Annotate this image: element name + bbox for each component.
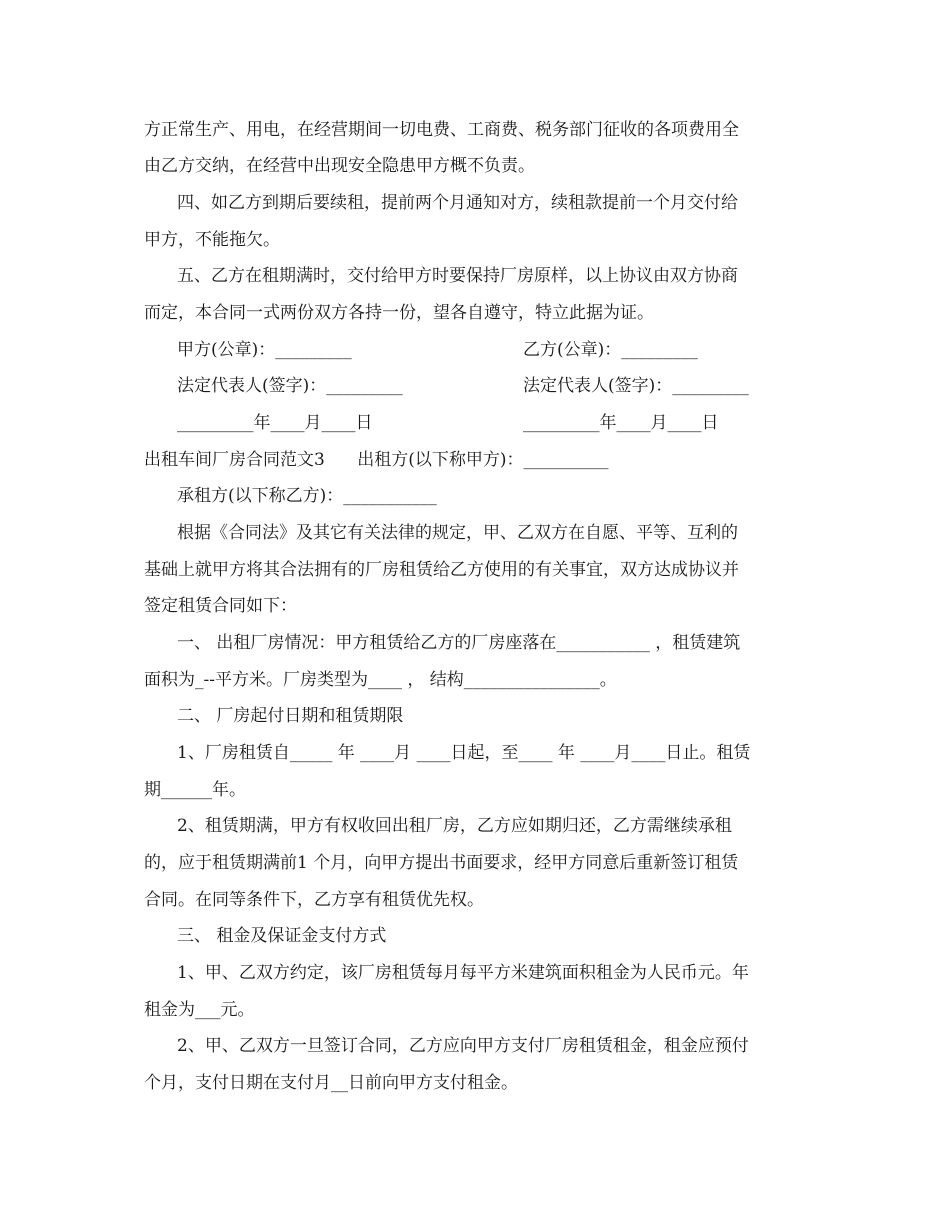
paragraph-line: 基础上就甲方将其合法拥有的厂房租赁给乙方使用的有关事宜，双方达成协议并 — [144, 560, 739, 580]
paragraph-line: 签定租赁合同如下： — [144, 596, 297, 616]
paragraph-line: 的，应于租赁期满前1 个月，向甲方提出书面要求，经甲方同意后重新签订租赁 — [144, 853, 739, 873]
section-heading: 二、 厂房起付日期和租赁期限 — [177, 706, 404, 726]
paragraph-line: 租金为___元。 — [144, 1000, 255, 1020]
paragraph-line: 合同。在同等条件下，乙方享有租赁优先权。 — [144, 890, 484, 910]
paragraph-line: 甲方，不能拖欠。 — [144, 230, 280, 250]
paragraph-line: 而定，本合同一式两份双方各持一份，望各自遵守，特立此据为证。 — [144, 303, 654, 323]
party-a-seal: 甲方(公章)：_________ — [177, 340, 352, 360]
paragraph-line: 1、甲、乙双方约定，该厂房租赁每月每平方米建筑面积租金为人民币元。年 — [177, 963, 749, 983]
contract-title-line: 出租车间厂房合同范文3 出租方(以下称甲方)：__________ — [144, 450, 609, 470]
rep-b-signature: 法定代表人(签字)：_________ — [523, 376, 749, 396]
paragraph-line: 2、甲、乙双方一旦签订合同，乙方应向甲方支付厂房租赁租金，租金应预付 — [177, 1036, 749, 1056]
date-b: _________年____月____日 — [523, 413, 719, 433]
paragraph-line: 面积为_--平方米。厂房类型为____ ， 结构________________。 — [144, 670, 617, 690]
paragraph-line: 承租方(以下称乙方)：___________ — [177, 486, 437, 506]
paragraph-line: 方正常生产、用电，在经营期间一切电费、工商费、税务部门征收的各项费用全 — [144, 120, 739, 140]
section-heading: 三、 租金及保证金支付方式 — [177, 926, 387, 946]
paragraph-line: 2、租赁期满，甲方有权收回出租厂房，乙方应如期归还，乙方需继续承租 — [177, 816, 732, 836]
paragraph-line: 期______年。 — [144, 780, 246, 800]
paragraph-line: 四、如乙方到期后要续租，提前两个月通知对方，续租款提前一个月交付给 — [177, 193, 738, 213]
date-a: _________年____月____日 — [177, 413, 373, 433]
rep-a-signature: 法定代表人(签字)：_________ — [177, 376, 403, 396]
paragraph-line: 一、 出租厂房情况：甲方租赁给乙方的厂房座落在___________ ，租赁建筑 — [177, 633, 741, 653]
paragraph-line: 由乙方交纳，在经营中出现安全隐患甲方概不负责。 — [144, 156, 535, 176]
paragraph-line: 根据《合同法》及其它有关法律的规定，甲、乙双方在自愿、平等、互利的 — [177, 523, 738, 543]
paragraph-line: 个月，支付日期在支付月__日前向甲方支付租金。 — [144, 1073, 518, 1093]
paragraph-line: 1、厂房租赁自_____ 年 ____月 ____日起，至____ 年 ____月____日止。租赁 — [177, 743, 751, 763]
party-b-seal: 乙方(公章)：_________ — [523, 340, 698, 360]
paragraph-line: 五、乙方在租期满时，交付给甲方时要保持厂房原样，以上协议由双方协商 — [177, 266, 738, 286]
